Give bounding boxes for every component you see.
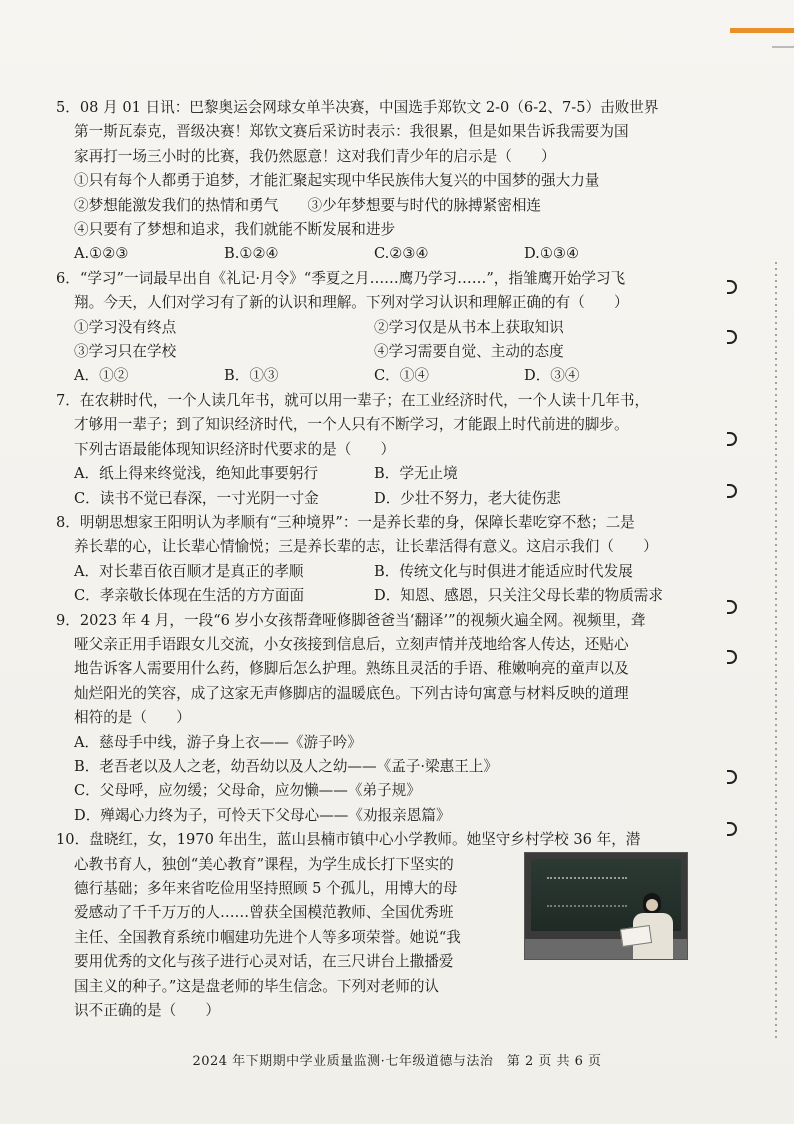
q7-line-2: 才够用一辈子；到了知识经济时代，一个人只有不断学习，才能跟上时代前进的脚步。: [74, 416, 629, 434]
blackboard-writing: [547, 877, 627, 907]
q9-option-b: B．老吾老以及人之老，幼吾幼以及人之幼——《孟子·梁惠王上》: [74, 757, 498, 775]
q7-options-row-1: [56, 462, 686, 486]
q6-option-c: C．①④: [374, 367, 429, 385]
teacher-photo: [524, 852, 688, 960]
q7-option-d: D．少壮不努力，老大徒伤悲: [374, 489, 561, 507]
q10-line-1: 10．盘晓红，女，1970 年出生，蓝山县楠市镇中心小学教师。她坚守乡村学校 36 年，潜: [56, 831, 641, 849]
q8-options-row-2: [56, 584, 686, 608]
q6-line-2: 翔。今天，人们对学习有了新的认识和理解。下列对学习认识和理解正确的有（ ）: [74, 294, 629, 312]
q10-line-7: 国主义的种子。”这是盘老师的毕生信念。下列对老师的认: [74, 977, 440, 995]
q10-line-6: 要用优秀的文化与孩子进行心灵对话，在三尺讲台上撒播爱: [74, 953, 454, 971]
orange-edge-mark: [730, 28, 794, 33]
q5-statement-2: ②梦想能激发我们的热情和勇气 ③少年梦想要与时代的脉搏紧密相连: [74, 196, 542, 214]
q9-option-d: D．殚竭心力终为子，可怜天下父母心——《劝报亲恩篇》: [74, 806, 451, 824]
q7-options-row-2: [56, 487, 686, 511]
q6-options: [56, 364, 686, 388]
q10-line-4: 爱感动了千千万万的人……曾获全国模范教师、全国优秀班: [74, 904, 454, 922]
q6-statement-4: ④学习需要自觉、主动的态度: [374, 343, 564, 361]
grey-edge-mark: [772, 46, 794, 48]
binding-hole-mark: [727, 484, 737, 498]
binding-hole-mark: [727, 600, 737, 614]
q9-line-2: 哑父亲正用手语跟女儿交流，小女孩接到信息后，立刻声情并茂地给客人传达，还贴心: [74, 635, 629, 653]
q5-option-a: A.①②③: [74, 245, 129, 263]
question-8: [56, 511, 686, 609]
q10-line-3: 德行基础；多年来省吃俭用坚持照顾 5 个孤儿，用博大的母: [74, 880, 458, 897]
q6-option-a: A．①②: [74, 367, 129, 385]
q5-options: [56, 242, 686, 266]
q9-line-1: 9．2023 年 4 月，一段“6 岁小女孩帮聋哑修脚爸爸当‘翻译’”的视频火遍全网。视频里，聋: [56, 611, 646, 629]
q5-statement-1: ①只有每个人都勇于追梦，才能汇聚起实现中华民族伟大复兴的中国梦的强大力量: [74, 172, 600, 190]
binding-hole-mark: [727, 280, 737, 294]
q7-line-3: 下列古语最能体现知识经济时代要求的是（ ）: [74, 440, 396, 458]
q10-line-2: 心教书育人，独创“美心教育”课程，为学生成长打下坚实的: [74, 855, 454, 873]
binding-hole-mark: [727, 650, 737, 664]
question-5: [56, 96, 686, 267]
q6-statements-row-2: [56, 340, 686, 364]
question-9: [56, 609, 686, 829]
q6-statement-2: ②学习仅是从书本上获取知识: [374, 318, 564, 336]
page-footer: 2024 年下期期中学业质量监测·七年级道德与法治 第 2 页 共 6 页: [192, 1054, 602, 1069]
q9-line-5: 相符的是（ ）: [74, 709, 191, 727]
q6-line-1: 6．“学习”一词最早出自《礼记·月令》“季夏之月……鹰乃学习……”，指雏鹰开始学习飞: [56, 269, 626, 287]
question-7: [56, 389, 686, 511]
q5-option-c: C.②③④: [374, 245, 429, 263]
binding-hole-mark: [727, 770, 737, 784]
question-6: [56, 267, 686, 389]
q6-statements-row-1: [56, 316, 686, 340]
q8-option-d: D．知恩、感恩，只关注父母长辈的物质需求: [374, 587, 663, 605]
q7-option-b: B．学无止境: [374, 465, 458, 483]
q10-line-5: 主任、全国教育系统巾帼建功先进个人等多项荣誉。她说“我: [74, 928, 461, 946]
q8-options-row-1: [56, 560, 686, 584]
q8-option-c: C．孝亲敬长体现在生活的方方面面: [74, 587, 305, 605]
q9-option-c: C．父母呼，应勿缓；父母命，应勿懒——《弟子规》: [74, 782, 421, 800]
q5-line-3: 家再打一场三小时的比赛，我仍然愿意！这对我们青少年的启示是（ ）: [74, 147, 556, 165]
binding-hole-mark: [727, 822, 737, 836]
q7-option-c: C．读书不觉已春深，一寸光阴一寸金: [74, 489, 319, 507]
q8-line-2: 养长辈的心，让长辈心情愉悦；三是养长辈的志，让长辈活得有意义。这启示我们（ ）: [74, 538, 658, 556]
dotted-edge-line: [775, 260, 777, 1040]
q5-option-b: B.①②④: [224, 245, 279, 263]
q5-option-d: D.①③④: [524, 245, 580, 263]
q5-line-1: 5．08 月 01 日讯：巴黎奥运会网球女单半决赛，中国选手郑钦文 2-0（6-2、7-5）击败世界: [56, 99, 659, 116]
q8-option-a: A．对长辈百依百顺才是真正的孝顺: [74, 562, 304, 580]
question-content: [56, 96, 686, 1023]
q7-line-1: 7．在农耕时代，一个人读几年书，就可以用一辈子；在工业经济时代，一个人读十几年书，: [56, 391, 650, 409]
q5-statement-3: ④只要有了梦想和追求，我们就能不断发展和进步: [74, 221, 396, 239]
q8-option-b: B．传统文化与时俱进才能适应时代发展: [374, 562, 633, 580]
binding-hole-mark: [727, 330, 737, 344]
q5-line-2: 第一斯瓦泰克，晋级决赛！郑钦文赛后采访时表示：我很累，但是如果告诉我需要为国: [74, 123, 629, 141]
q6-option-d: D．③④: [524, 367, 580, 385]
binding-hole-mark: [727, 432, 737, 446]
question-10: [56, 828, 686, 1023]
q6-statement-3: ③学习只在学校: [74, 343, 177, 361]
q6-statement-1: ①学习没有终点: [74, 318, 177, 336]
q8-line-1: 8．明朝思想家王阳明认为孝顺有“三种境界”：一是养长辈的身，保障长辈吃穿不愁；二是: [56, 513, 635, 531]
q9-line-3: 地告诉客人需要用什么药，修脚后怎么护理。熟练且灵活的手语、稚嫩响亮的童声以及: [74, 660, 629, 678]
q7-option-a: A．纸上得来终觉浅，绝知此事要躬行: [74, 465, 319, 483]
q9-line-4: 灿烂阳光的笑容，成了这家无声修脚店的温暖底色。下列古诗句寓意与材料反映的道理: [74, 684, 629, 702]
q6-option-b: B．①③: [224, 367, 279, 385]
q10-line-8: 识不正确的是（ ）: [74, 1002, 220, 1020]
q9-option-a: A．慈母手中线，游子身上衣——《游子吟》: [74, 733, 362, 751]
